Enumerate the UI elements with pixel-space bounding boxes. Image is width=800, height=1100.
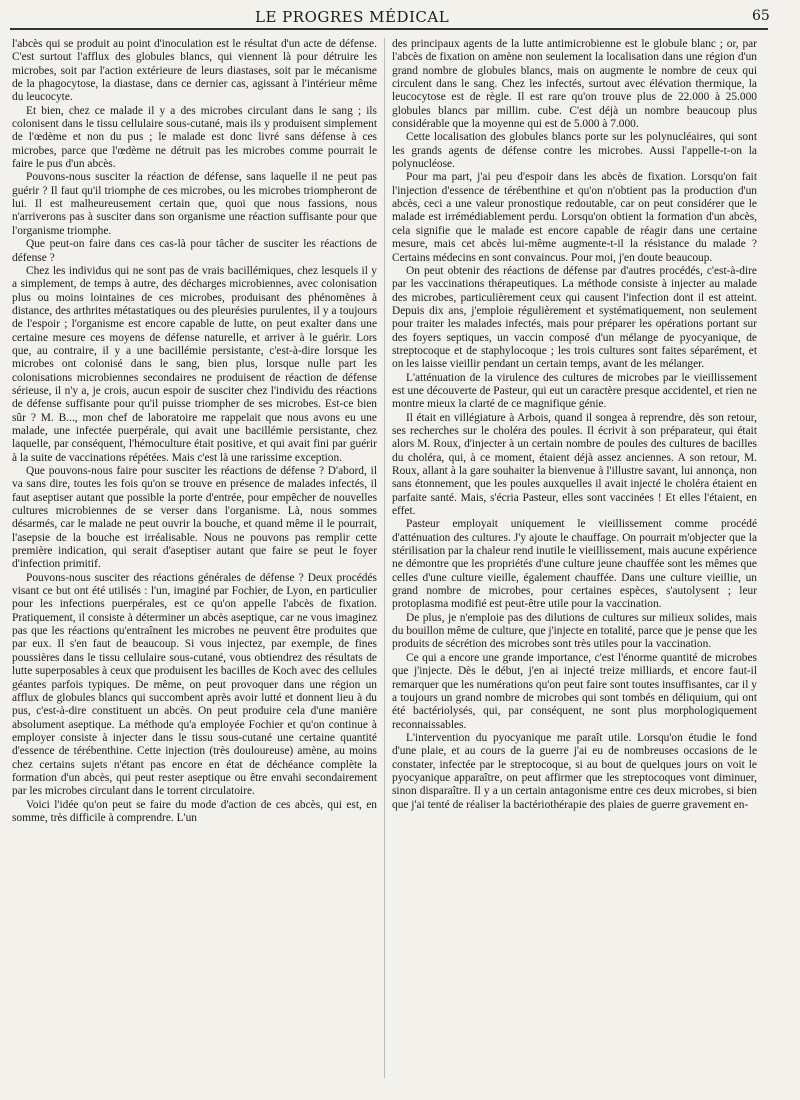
page-number: 65 [752, 8, 770, 24]
column-divider [384, 38, 385, 1078]
running-title: LE PROGRES MÉDICAL [255, 8, 450, 26]
paragraph: l'abcès qui se produit au point d'inoculation est le résultat d'un acte de défense. C'est surtout l'afflux des globules blancs, qui viennent là pour détruire les microbes, soit par l'action extérieure de leurs diastases, soit par le mécanisme de la phagocytose, la diastase, dans ce dernier cas, agissant à l'intérieur même du leucocyte. [12, 38, 377, 104]
paragraph: Que peut-on faire dans ces cas-là pour tâcher de susciter les réactions de défense ? [12, 238, 377, 264]
paragraph: Chez les individus qui ne sont pas de vrais bacillémiques, chez lesquels il y a simplement, de temps à autre, des décharges microbiennes, avec colonisation plus ou moins lointaines de ces microbes, produisant des phénomènes à distance, des arthrites métastatiques ou des pleurésies purulentes, il y a toujours de l'espoir ; l'organisme est encore capable de lutte, on peut exalter dans une certaine mesure ces moyens de défense naturelle, et arriver à le guérir. Lors que, au contraire, il y a une bacillémie persistante, c'est-à-dire lorsque les microbes ont colonisé dans le sang, bien plus, lorsque nulle part les colonisations microbiennes secondaires ne produisent de réaction de défense sérieuse, il n'y a, je crois, aucun espoir de susciter chez l'individu des réactions de défense suffisante pour qu'il puisse triompher de ses microbes. Est-ce bien sûr ? M. B..., mon chef de laboratoire me rappelait que nous avons eu une malade, une infectée puerpérale, qui avait une bacillémie persistante, chez laquelle, par conséquent, l'hémoculture était positive, et qui avait fini par guérir à la suite de vaccinations répétées. Mais c'est là une rarissime exception. [12, 264, 377, 464]
paragraph: Cette localisation des globules blancs porte sur les polynucléaires, qui sont les grands agents de défense contre les microbes. Aussi l'appelle-t-on la polynucléose. [392, 131, 757, 171]
right-column [392, 38, 757, 1088]
paragraph: Et bien, chez ce malade il y a des microbes circulant dans le sang ; ils colonisent dans le tissu cellulaire sous-cutané, mais ils y produisent simplement de l'œdème et non du pus ; le malade est donc livré sans défense à ces microbes, parce que l'œdème ne détruit pas les microbes comme pourrait le faire le pus d'un abcès. [12, 104, 377, 171]
paragraph: Ce qui a encore une grande importance, c'est l'énorme quantité de microbes que j'injecte. Dès le début, j'en ai injecté treize milliards, et encore faut-il remarquer que les numérations qu'on peut faire sont toutes insuffisantes, car il y a toujours un grand nombre de microbes qui sont tombés en déliquium, qui ont été bactériolysés, qui, par conséquent, ne sont plus morphologiquement reconnaissables. [392, 651, 757, 731]
paragraph: Pour ma part, j'ai peu d'espoir dans les abcès de fixation. Lorsqu'on fait l'injection d'essence de térébenthine et qu'on n'obtient pas la production d'un abcès, ceci a une valeur pronostique redoutable, car on peut considérer que le malade est irrémédiablement perdu. Lorsqu'on obtient la formation d'un abcès, cela signifie que le malade est encore capable de réagir dans une certaine mesure, mais cet abcès lui-même augmente-t-il la résistance du malade ? Certains médecins en sont convaincus. Pour moi, j'en doute beaucoup. [392, 171, 757, 264]
paragraph: De plus, je n'emploie pas des dilutions de cultures sur milieux solides, mais du bouillon même de culture, que j'injecte en totalité, parce que je pense que les produits de sécrétion des microbes sont très utiles pour la vaccination. [392, 611, 757, 651]
page-header [0, 0, 800, 36]
left-column [12, 38, 377, 1088]
paragraph: Voici l'idée qu'on peut se faire du mode d'action de ces abcès, qui est, en somme, très difficile à comprendre. L'un [12, 798, 377, 824]
header-rule [10, 28, 768, 30]
paragraph: Pasteur employait uniquement le vieillissement comme procédé d'atténuation des cultures. J'y ajoute le chauffage. On pourrait m'objecter que la stérilisation par la chaleur rend inutile le vieillissement, mais aucune expérience ne démontre que les propriétés d'une culture jeune chauffée sont les mêmes que celles d'une culture vieille, également chauffée. Dans une culture vieillie, un grand nombre de microbes, pour certaines espèces, s'autolysent ; leur protoplasma modifié est peut-être utile pour la vaccination. [392, 518, 757, 611]
paragraph: On peut obtenir des réactions de défense par d'autres procédés, c'est-à-dire par les vaccinations thérapeutiques. La méthode consiste à injecter au malade des microbes, particulièrement ceux qui causent l'infection dont il est atteint. Depuis dix ans, j'emploie régulièrement et systématiquement, non seulement pour traiter les malades infectés, mais pour préparer les opérations portant sur des foyers septiques, un vaccin composé d'un mélange de pyocyanique, de streptocoque et de staphylocoque ; les trois cultures sont faites séparément, et on les laisse vieillir pendant un certain temps, avant de les mélanger. [392, 264, 757, 371]
paragraph: L'atténuation de la virulence des cultures de microbes par le vieillissement est une découverte de Pasteur, qui eut un caractère presque accidentel, et rien ne montre mieux la clarté de ce magnifique génie. [392, 371, 757, 411]
paragraph: des principaux agents de la lutte antimicrobienne est le globule blanc ; or, par l'abcès de fixation on amène non seulement la localisation dans une région d'un grand nombre de globules blancs, mais on augmente le nombre de ceux qui circulent dans le sang. Chez les infectés, surtout avec élévation thermique, la leucocytose est de règle. Il est rare qu'on trouve plus de 22.000 à 25.000 globules blancs par millim. cube. C'est déjà un nombre beaucoup plus considérable que la moyenne qui est de 5.000 à 7.000. [392, 38, 757, 131]
paragraph: L'intervention du pyocyanique me paraît utile. Lorsqu'on étudie le fond d'une plaie, et au cours de la guerre j'ai eu de nombreuses occasions de le constater, infectée par le streptocoque, si au bout de quelques jours on voit le pyocyanique apparaître, on peut affirmer que les streptocoques vont diminuer, sinon disparaître. Il y a un certain antagonisme entre ces deux microbes, si bien que j'ai tenté de réaliser la bactériothérapie des plaies de guerre gravement en- [392, 731, 757, 811]
paragraph: Il était en villégiature à Arbois, quand il songea à reprendre, dès son retour, ses recherches sur le choléra des poules. Il écrivit à son préparateur, qui était alors M. Roux, d'injecter à un certain nombre de poules des cultures de bacilles du choléra, qui, à ce moment, étaient déjà assez anciennes. A son retour, M. Roux, allant à la gare souhaiter la bienvenue à l'illustre savant, lui annonça, non sans étonnement, que les poules auxquelles il avait injecté le choléra étaient en parfaite santé. Mais, s'écria Pasteur, elles sont vaccinées ! Et elles l'étaient, en effet. [392, 411, 757, 518]
paragraph: Que pouvons-nous faire pour susciter les réactions de défense ? D'abord, il va sans dire, toutes les fois qu'on se trouve en présence de malades infectés, il faut aseptiser autant que possible la porte d'entrée, pour empêcher de nouvelles cultures microbiennes de se verser dans l'organisme. Là, nous sommes désarmés, car le malade ne peut ouvrir la bouche, et quand même il le pourrait, l'asepsie de la bouche est irréalisable. Nous ne pouvons pas remplir cette première indication, qui serait d'aseptiser autant que faire se peut le foyer d'infection primitif. [12, 465, 377, 571]
paragraph: Pouvons-nous susciter des réactions générales de défense ? Deux procédés visant ce but ont été utilisés : l'un, imaginé par Fochier, de Lyon, en particulier pour les infections puerpérales, est ce qu'on appelle l'abcès de fixation. Pratiquement, il consiste à déterminer un abcès aseptique, car ne vous imaginez pas que les réactions qu'entraînent les microbes ne peuvent être produites que par eux. Il s'en faut de beaucoup. Si vous injectez, par exemple, de fines poussières dans le tissu cellulaire sous-cutané, vous obtiendrez des résultats de lutte superposables à ceux que produisent les bacilles de Koch avec des cellules géantes parfois typiques. De même, on peut provoquer dans une région un afflux de globules blancs qui succombent après avoir lutté et donnent lieu à du pus, c'est-à-dire constituent un abcès. On peut produire cela d'une manière absolument aseptique. La méthode qu'a employée Fochier et qu'on continue à employer consiste à injecter dans le tissu sous-cutané une certaine quantité d'essence de térébenthine. Cette injection (très douloureuse) amène, au moins chez certains sujets n'étant pas encore en état de déchéance complète la formation d'un abcès, qui peut rester aseptique ou être envahi secondairement par les microbes circulant dans le torrent circulatoire. [12, 571, 377, 798]
paragraph: Pouvons-nous susciter la réaction de défense, sans laquelle il ne peut pas guérir ? Il faut qu'il triomphe de ces microbes, ou les microbes triompheront de lui. Il est malheureusement certain que, quoi que nous fassions, nous n'arriverons pas à susciter dans son organisme une réaction suffisante pour que l'organisme triomphe. [12, 171, 377, 237]
